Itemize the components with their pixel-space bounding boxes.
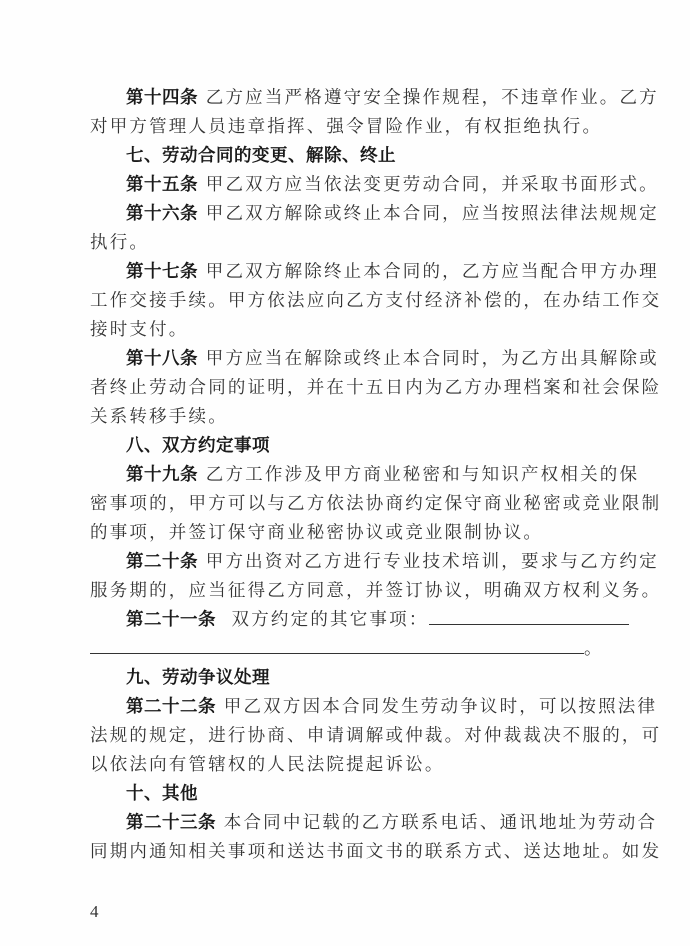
article-19-line-2: 密事项的，甲方可以与乙方依法协商约定保守商业秘密或竞业限制	[90, 494, 662, 514]
section-heading-7: 七、劳动合同的变更、解除、终止	[126, 146, 396, 166]
section-heading-10: 十、其他	[126, 784, 198, 804]
article-20-line-2: 服务期的，应当征得乙方同意，并签订协议，明确双方权利义务。	[90, 581, 662, 601]
article-18-line-1: 第十八条 甲方应当在解除或终止本合同时，为乙方出具解除或	[126, 349, 659, 369]
article-19-line-1: 第十九条 乙方工作涉及甲方商业秘密和与知识产权相关的保	[126, 465, 640, 485]
article-17-line-1: 第十七条 甲乙双方解除终止本合同的，乙方应当配合甲方办理	[126, 262, 659, 282]
article-label: 第二十二条	[126, 697, 216, 717]
article-22-line-1: 第二十二条 甲乙双方因本合同发生劳动争议时，可以按照法律	[126, 697, 658, 717]
article-18-line-2: 者终止劳动合同的证明，并在十五日内为乙方办理档案和社会保险	[90, 378, 662, 398]
article-label: 第十五条	[126, 175, 198, 195]
article-14-line-2: 对甲方管理人员违章指挥、强令冒险作业，有权拒绝执行。	[90, 117, 603, 137]
article-16-line-2: 执行。	[90, 233, 150, 253]
article-14-line-1: 第十四条 乙方应当严格遵守安全操作规程，不违章作业。乙方	[126, 88, 659, 108]
article-23-line-1: 第二十三条 本合同中记载的乙方联系电话、通讯地址为劳动合	[126, 813, 658, 833]
article-16-line-1: 第十六条 甲乙双方解除或终止本合同，应当按照法律法规规定	[126, 204, 659, 224]
fill-in-blank-line-1[interactable]	[429, 610, 629, 625]
article-label: 第二十三条	[126, 813, 216, 833]
article-22-line-3: 以依法向有管辖权的人民法院提起诉讼。	[90, 755, 445, 775]
article-22-line-2: 法规的规定，进行协商、申请调解或仲裁。对仲裁裁决不服的，可	[90, 726, 662, 746]
article-23-line-2: 同期内通知相关事项和送达书面文书的联系方式、送达地址。如发	[90, 842, 662, 862]
article-20-line-1: 第二十条 甲方出资对乙方进行专业技术培训，要求与乙方约定	[126, 552, 659, 572]
article-label: 第十八条	[126, 349, 198, 369]
article-17-line-3: 接时支付。	[90, 320, 189, 340]
article-21-line-2: 。	[90, 635, 602, 664]
section-heading-8: 八、双方约定事项	[126, 436, 270, 456]
article-15-line-1: 第十五条 甲乙双方应当依法变更劳动合同，并采取书面形式。	[126, 175, 659, 195]
document-body	[90, 84, 662, 867]
article-18-line-3: 关系转移手续。	[90, 407, 228, 427]
article-label: 第二十条	[126, 552, 198, 572]
article-label: 第二十一条	[126, 610, 216, 630]
article-label: 第十四条	[126, 88, 198, 108]
article-label: 第十六条	[126, 204, 198, 224]
article-21-line-1: 第二十一条 双方约定的其它事项：	[90, 606, 602, 635]
article-19-line-3: 的事项，并签订保守商业秘密协议或竞业限制协议。	[90, 523, 544, 543]
article-label: 第十九条	[126, 465, 198, 485]
article-17-line-2: 工作交接手续。甲方依法应向乙方支付经济补偿的，在办结工作交	[90, 291, 662, 311]
fill-in-blank-line-2[interactable]	[90, 639, 584, 654]
section-heading-9: 九、劳动争议处理	[126, 668, 270, 688]
article-label: 第十七条	[126, 262, 198, 282]
page-number: 4	[90, 902, 99, 921]
